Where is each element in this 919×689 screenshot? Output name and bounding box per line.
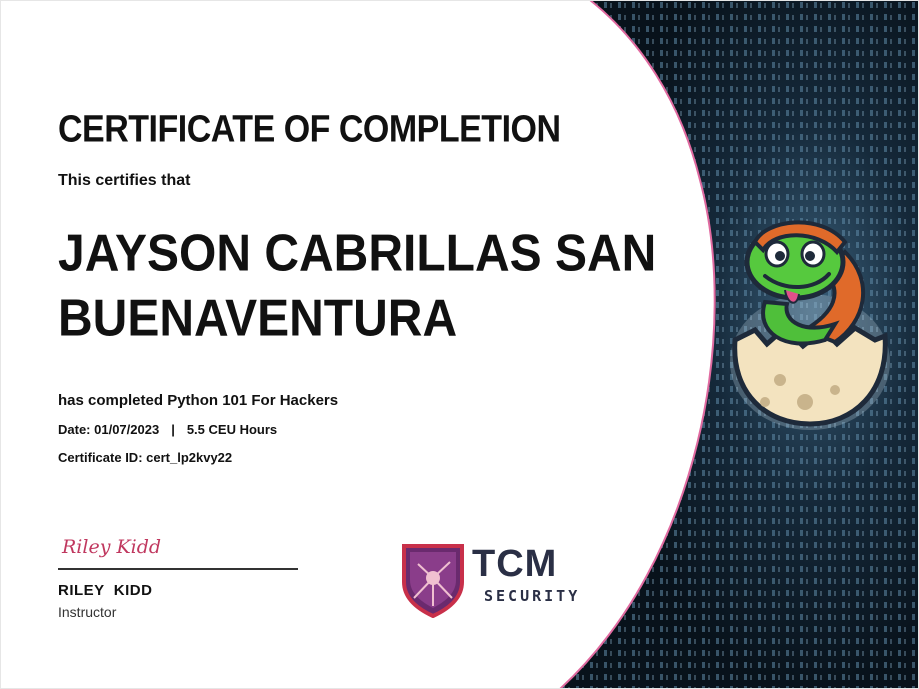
date-text: Date: 01/07/2023 [58,422,160,437]
tcm-security-logo [400,540,600,620]
ceu-hours-text: 5.5 CEU Hours [186,422,278,437]
certificate-title: CERTIFICATE OF COMPLETION [58,108,561,151]
logo-brand-text: TCM [472,543,558,585]
snake-egg-mascot-icon [725,212,895,432]
course-completed-text: has completed Python 101 For Hackers [58,392,339,409]
certifies-text: This certifies that [58,172,191,189]
signature-line [58,568,298,570]
separator: | [171,422,175,437]
instructor-signature: Riley Kidd [62,536,162,558]
shield-icon [400,540,466,618]
certificate-id: Certificate ID: cert_lp2kvy22 [58,450,233,465]
instructor-name: RILEY KIDD [58,582,153,599]
logo-sub-text: SECURITY [484,587,581,605]
date-ceu-line [58,422,277,437]
recipient-name: JAYSON CABRILLAS SAN BUENAVENTURA [58,225,657,348]
instructor-role: Instructor [58,604,117,620]
